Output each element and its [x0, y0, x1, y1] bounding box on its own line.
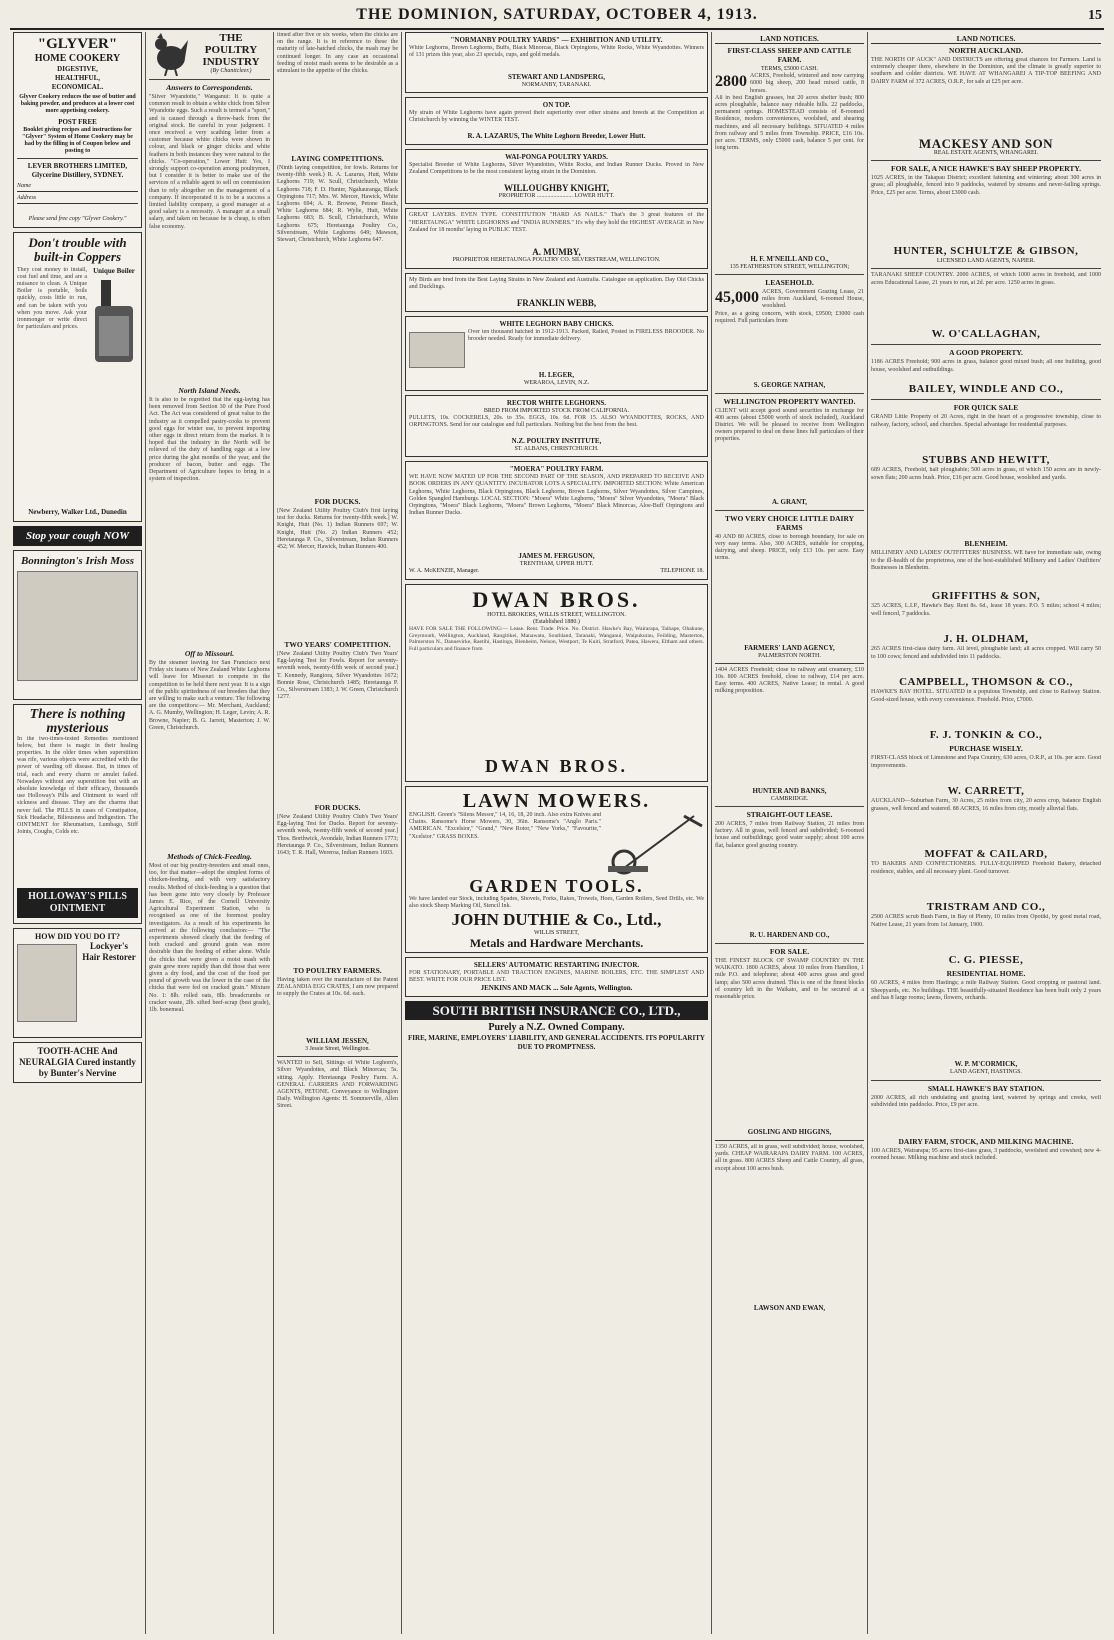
hunter-schultze: HUNTER, SCHULTZE & GIBSON, [893, 245, 1079, 258]
hawkes-hotel-copy: HAWKE'S BAY HOTEL. SITUATED in a populous Township, and close to Railway Station. Good-sized house, with every convenience. Freehold. Price, £7000. [871, 689, 1101, 703]
sellers-title: SELLERS' AUTOMATIC RESTARTING INJECTOR. [473, 961, 640, 970]
rector-title: RECTOR WHITE LEGHORNS. [506, 398, 607, 407]
moera-copy: WE HAVE NOW MATED UP FOR THE SECOND PART OF THE SEASON, AND PREPARED TO RECEIVE AND BOOK ORDERS IN ANY QUANTITY. INCUBATOR LOTS A SPECIALITY. IMPORTED SECTION: White American Leghorns, White Leghorns, Black Orpingtons, Black Leghorns, Brown Leghorns, Silver Wyandottes, Silver Campines, Golden Spangled Hamburgs. LOCAL SECTION: "Moera" White Leghorns, "Moera" Silver Wyandottes, "Moera" Black Orpingtons, "Moera" Black Leghorns, "Moera" Brown Leghorns, "Moera" Black Minorcas, Aloe-Buff Orpingtons and Indian Runner Ducks. [409, 474, 704, 517]
mckenzie-manager: W. A. McKENZIE, Manager. [409, 568, 480, 575]
residential-heading: RESIDENTIAL HOME. [946, 969, 1026, 979]
mcormick: W. P. M'CORMICK, [954, 1060, 1018, 1069]
mother-child-illustration [17, 571, 138, 681]
answers-heading: Answers to Correspondents. [166, 83, 253, 92]
stubbs-hewitt: STUBBS AND HEWITT, [922, 454, 1050, 467]
baby-chicks-title: WHITE LEGHORN BABY CHICKS. [499, 319, 614, 328]
leasehold-heading: LEASEHOLD. [765, 278, 814, 288]
lever-brothers: LEVER BROTHERS LIMITED, Glycerine Distillery, SYDNEY. [27, 162, 128, 180]
ocallaghan: W. O'CALLAGHAN, [931, 328, 1041, 341]
jenkins-mack: JENKINS AND MACK ... Sole Agents, Wellington. [480, 984, 633, 993]
column-3 [274, 32, 402, 1634]
moera-title: "MOERA" POULTRY FARM. [509, 465, 604, 474]
mumby-name: A. MUMBY, [532, 247, 581, 258]
stewart-location: NORMANBY, TARANAKI. [521, 82, 592, 88]
rector-sub: BRED FROM IMPORTED STOCK FROM CALIFORNIA. [483, 407, 630, 414]
holloways-name: HOLLOWAY'S PILLS OINTMENT [17, 888, 138, 918]
sheep-farm-copy: All in best English grasses, but 20 acres shelter bush; 800 acres ploughable, balance easy rideable hills. 22 paddocks, permanent springs. HOMESTEAD consists of 8-roomed Residence, modern conveniences, woolshed, and shearing machines, and all necessary buildings. SITUATED 4 miles from railway and 5 miles from Township. PRICE, £16 10s. per acre. TERMS, only £5000 cash, balance 5 per cent. for long term. [715, 94, 864, 152]
franklin-webb-advert [405, 273, 708, 312]
mcneill-name: H. F. M'NEILL AND CO., [750, 254, 829, 263]
moera-advert [405, 461, 708, 579]
purchase-wisely-copy: FIRST-CLASS block of Limestone and Papa Country, 630 acres, O.R.P., at 10s. per acre. Good improvements. [871, 755, 1101, 769]
griffiths-son: GRIFFITHS & SON, [931, 590, 1041, 603]
william-jessen: WILLIAM JESSEN, [306, 1037, 369, 1045]
wgtn-wanted-copy: CLIENT will accept good sound securities in exchange for 400 acres (about £5000 worth of stock included), Auckland District. We will be pleased to receive from Wellington owners prepared to deal on these lines full particulars of their properties. [715, 407, 864, 443]
nathan-name: S. GEORGE NATHAN, [753, 380, 826, 389]
sheep-farm-terms: TERMS, £5000 CASH. [760, 66, 818, 72]
missouri-text: By the steamer leaving for San Francisco next Friday six teams of New Zealand White Leghorns will leave for Missouri to compete in the competition to be held there next year. It is a sign of the public spiritedness of our breeders that they are willing to make such a venture. The following are the competitors:— Mr. Merchant, Auckland; A. G. Mumby, Wellington; H. Leger, Levin; A. R. Browne, Napier; B. G. Jarrett, Masterton; J. W. Green, Christchurch. [149, 660, 270, 731]
sellers-injector-advert [405, 957, 708, 997]
willoughby-sub: PROPRIETOR ........................ LOWER HUTT. [498, 193, 615, 200]
mackesy-sub: REAL ESTATE AGENTS, WHANGAREI. [933, 150, 1039, 156]
harden-name: R. U. HARDEN AND CO., [749, 931, 830, 940]
unique-boiler-label: Unique Boiler [93, 266, 135, 275]
lockyers-advert [13, 928, 142, 1038]
dwan-bros-footer: DWAN BROS. [484, 756, 629, 777]
chicks-illustration [409, 332, 465, 368]
on-top-copy: My strain of White Leghorns have again proved their superiority over other strains and breeds at the Competition at Christchurch by winning the WINTER TEST. [409, 110, 704, 124]
column-1 [10, 32, 146, 1634]
lockyers-name: Lockyer's Hair Restorer [82, 940, 136, 962]
poultry-header [149, 32, 270, 76]
boiler-copy: They cost money to install, cost fuel and time, and are a nuisance to clean. A Unique Boiler is portable, boils quickly, costs little to run, and can be taken with you when you move. Ask your ironmonger or write direct for particulars and prices. [17, 266, 87, 331]
mumby-sub: PROPRIETOR HERETAUNGA POULTRY CO. SILVERSTREAM, WELLINGTON. [452, 257, 661, 264]
dwan-bros-established: (Established 1880.) [533, 618, 580, 625]
residential-copy: 60 ACRES, 4 miles from Hastings; a mile Railway Station. Good cropping or pastoral land. Sheepyards, etc. No buildings. THE beautifully-situated Residence has been built only 2 years and has 8 large rooms; lawns, flowers, orchards. [871, 980, 1101, 1001]
for-ducks-heading: FOR DUCKS. [314, 497, 361, 506]
ferguson-name: JAMES M. FERGUSON, [518, 552, 595, 561]
dwan-bros-title: DWAN BROS. [472, 586, 641, 612]
land-notices-heading-2: LAND NOTICES. [871, 34, 1101, 44]
hunter-banks: HUNTER AND BANKS, [752, 786, 827, 795]
two-years-heading: TWO YEARS' COMPETITION. [284, 640, 391, 649]
incubator-text: Having taken over the manufacture of the Patent ZEALANDIA EGG CRATES, I am now prepared to supply the Crates at 10s. 6d. each. [277, 977, 398, 998]
woman-portrait [17, 944, 77, 1022]
boiler-advert [13, 232, 142, 522]
column-6 [868, 32, 1104, 1634]
bakers-copy: TO BAKERS AND CONFECTIONERS. FULLY-EQUIPPED Freehold Bakery, detached residence, stables, and all necessary plant. Good turnover. [871, 861, 1101, 875]
chanticleer-byline: (By Chanticleer.) [210, 68, 252, 75]
gosling-higgins: GOSLING AND HIGGINS, [747, 1128, 832, 1137]
post-body: Booklet giving recipes and instructions for "Glyver" System of Home Cookery may be had by the filling in of Coupon below and posting to [22, 126, 133, 155]
blenheim-copy: MILLINERY AND LADIES' OUTFITTERS' BUSINESS. WE have for immediate sale, owing to the ill-health of the proprietress, one of the best-established Millinery and Ladies' Outfitters' Businesses in Blenheim. [871, 550, 1101, 571]
heretaunga-copy: GREAT LAYERS. EVEN TYPE. CONSTITUTION "HARD AS NAILS." That's the 3 great features of the "HERETAUNGA" WHITE LEGHORNS and "INDIA RUNNERS." It's why they hold the HIGHEST AVERAGE in New Zealand for 18 months' laying in PUBLIC TEST. [409, 212, 704, 233]
napier-copy: 325 ACRES, L.I.P., Hawke's Bay. Rent 8s. 6d., lease 18 years. P.O. 5 miles; school 4 miles; well fenced, 7 paddocks. [871, 603, 1101, 617]
taranaki-copy: TARANAKI SHEEP COUNTRY. 2000 ACRES, of which 1000 acres in freehold, and 1000 acres Educational Lease, 21 years to run, at 2d. per acre. 1250 acres in grass. [871, 272, 1101, 286]
mcneill-address: 135 FEATHERSTON STREET, WELLINGTON; [729, 263, 850, 270]
name-label: Name [17, 183, 31, 190]
classifieds: WANTED to Sell, Sittings of White Leghorn's, Silver Wyandottes, and Black Minorcas; 5s. sitting. Apply. Heretaunga Poultry Farm. A. GENERAL CARRIERS AND FORWARDING AGENTS, PETONE. Conveyance to Wellington Daily. Wellington Agents: H. Sommerville, Allen Street. [277, 1060, 398, 1110]
gisborne-copy: 2500 ACRES scrub Bush Farm, in Bay of Plenty, 10 miles from Opotiki, by good metal road, Native Lease, 21 years from 1st January, 1900. [871, 914, 1101, 928]
stewart-landsperg: STEWART AND LANDSPERG, [507, 73, 606, 81]
hawkes-bay-copy: 1025 ACRES, in the Takapau District; excellent fattening and wintering; about 300 acres in grass; all ploughable, fenced into 9 paddocks, watered by streams and never-failing springs. Price, £25 per acre. Terms, about £3000 cash. [871, 175, 1101, 196]
sheep-farm-2-copy: 1350 ACRES, all in grass, well subdivided; house, woolshed, yards. CHEAP WAIRARAPA DAIRY FARM. 100 ACRES, all in grass. 800 ACRES Sheep and Cattle Country, all grass, except about 100 acres bush. [715, 1144, 864, 1172]
off-to-missouri-heading: Off to Missouri. [184, 649, 235, 658]
sheep-farm-heading: FIRST-CLASS SHEEP AND CATTLE FARM. [727, 46, 852, 64]
glyver-line-1: DIGESTIVE, [57, 65, 98, 73]
toothache-advert [13, 1042, 142, 1083]
dwan-bros-advert [405, 584, 708, 782]
waiponga-advert [405, 149, 708, 204]
column-5: LAND NOTICES. FIRST-CLASS SHEEP AND CATTLE FARM. TERMS, £5000 CASH. 2800 ACRES, Freehold, wintered and now carrying 6000 big sheep, 200 head mixed cattle, 8 horses. All in best English grasses, but 20 acres shelter bush; 800 acres ploughable, balance easy rideable hills. 22 paddocks, permanent springs. HOMESTEAD consists of 8-roomed Residence, modern conveniences, woolshed, and shearing machines, and all necessary buildings. SITUATED 4 miles from railway and 5 miles from Township. PRICE, £16 10s. per acre. TERMS, only £5000 cash, balance 5 per cent. for long term. H. F. M'NEILL AND CO., 135 FEATHERSTON STREET, WELLINGTON; LEASEHOLD. 45,000 ACRES, Government Grazing Lease, 21 miles from Auckland, 6-roomed House, woolshed. Price, as a going concern, with stock, £9500; £3000 cash required. Full particulars from S. GEORGE NATHAN, WELLINGTON PROPERTY WANTED. CLIENT will accept good sound securities in exchange for 400 acres (about £5000 worth of stock included), Auckland District. We will be pleased to receive from Wellington owners prepared to deal on these lines full particulars of their properties. A. GRANT, TWO VERY CHOICE LITTLE DAIRY FARMS 40 AND 80 ACRES, close to borough boundary, for sale on very easy terms. Also, 300 ACRES, suitable for cropping, dairying, and sheep. PRICE, only £13 10s. per acre. Easy terms. FARMERS' LAND AGENCY, PALMERSTON NORTH. 1404 ACRES Freehold; close to railway and creamery, £10 10s. 800 ACRES freehold, close to railway, £14 per acre. Easy terms. 400 ACRES, Native Lease; in rental. A good milking proposition. HUNTER AND BANKS, CAMBRIDGE. STRAIGHT-OUT LEASE. 200 ACRES, 7 miles from Railway Station, 21 miles from factory. All in grass, well fenced and subdivided; 6-roomed house and outbuildings; good water supply; about 100 acres flat, balance good grazing country. R. U. HARDEN AND CO., FOR SALE. THE FINEST BLOCK OF SWAMP COUNTRY IN THE WAIKATO. 1800 ACRES, about 10 miles from Hamilton, 1 mile P.O. and telephone; about 400 acres grass and good lamp; also 500 acres drained. This is one of the finest blocks of country left in the Waikato, and to be secured at a reasonable price. GOSLING AND HIGGINS, 1350 ACRES, all in grass, well subdivided; house, woolshed, yards. CHEAP WAIRARAPA DAIRY FARM. 100 ACRES, all in grass. 800 ACRES Sheep and Cattle Country, all grass, except about 100 acres bush. LAWSON AND EWAN, [712, 32, 868, 1634]
mcormick-sub: LAND AGENT, HASTINGS. [950, 1069, 1022, 1076]
piesse: C. G. PIESSE, [948, 954, 1024, 967]
mackesy-son: MACKESY AND SON [918, 136, 1054, 151]
bailey-windle: BAILEY, WINDLE AND CO., [908, 383, 1064, 396]
address-field [17, 195, 138, 204]
post-free: POST FREE [58, 117, 97, 126]
franklin-webb: FRANKLIN WEBB, [516, 297, 597, 308]
chick-feeding-text: Most of our big poultry-breeders and small ones, too, for that matter—adopt the simplest forms of chicken-feeding, and with very satisfactory results. Method of chick-feeding is a question that has been gone into very closely by Professor James E. Rice, of the Cornell University Agricultural Experiment Station, who is recognised as one of the foremost poultry investigators. As a result of his experiments he arrived at the following conclusion:— "The experiments showed clearly that the feeding of both cracked and ground grain was more desirable than the feeding of either alone. While the chicks that were given a moist mash with grain grew more rapidly than did those that were given a dry food, and the cost of the food per pound of growth was the lower in the case of the chicks that were fed on cracked grain." Mixture No. 1: 8lb. rolled oats, 8lb. breadcrumbs or cracker waste, 2lb. sifted beef-scrap (best grade), 1lb. bonemeal. [149, 863, 270, 1014]
lawn-mower-copy: ENGLISH. Green's "Silens Messor," 14, 16, 18, 20 inch. Also extra Knives and Chains. Ransome's Horse Mowers, 30, 36in. Ransome's "Anglo Paris." AMERICAN. "Excelsior," "Grand," "New Rotor," "New Yorks," "Favourite," "Xcelsior." GRASS BOXES. [409, 812, 601, 840]
garden-tools-copy: We have landed our Stock, including Spades, Shovels, Forks, Rakes, Trowels, Hoes, Garden Rollers, Seed Drills, etc. We also stock Sheep Marking Oil, Stencil Ink. [409, 896, 704, 910]
irish-moss-advert [13, 550, 142, 700]
cough-advert [13, 526, 142, 546]
quick-sale-copy: GRAND Little Property of 20 Acres, right in the heart of a progressive township, close to railway, factory, school, and churches. Special advantage for residential purposes. [871, 414, 1101, 428]
holloways-advert [13, 704, 142, 924]
metals-merchants: Metals and Hardware Merchants. [469, 936, 644, 951]
auckland-suburban-copy: AUCKLAND—Suburban Farm, 30 Acres, 25 miles from city, 20 acres crop, balance English grasses, well fenced and watered. 88 ACRES, 16 miles from city, mostly alluvial flats. [871, 798, 1101, 812]
glyver-advert [13, 32, 142, 228]
address-label: Address [17, 195, 37, 202]
waiponga-copy: Specialist Breeder of White Leghorns, Silver Wyandottes, White Rocks, and Indian Runner Ducks. Proved in New Zealand Competitions to be the most consistent laying strain in the Dominion. [409, 162, 704, 176]
south-british-advert [405, 1001, 708, 1052]
col3-continuation: timed after five or six weeks, when the chicks are on the range. It is in reference to these the maturity of late-hatched chicks, the mash may be continued longer. In any case an occasional feeding of moist mash seems to be desirable as a stimulant to the appetite of the chicks. [277, 32, 398, 75]
page-number: 15 [1088, 8, 1102, 23]
farmers-land-agency: FARMERS' LAND AGENCY, [744, 643, 835, 652]
wgtn-wanted-heading: WELLINGTON PROPERTY WANTED. [723, 396, 856, 406]
dairy-farm-copy: 100 ACRES, Wairarapa; 95 acres first-class grass, 3 paddocks, woolshed and cowshed; new 4-roomed house. Milking machine and stock included. [871, 1147, 1101, 1161]
bonnington-title: Bonnington's Irish Moss [20, 554, 135, 567]
palmerston-north: PALMERSTON NORTH. [758, 652, 821, 659]
moffat-cailard: MOFFAT & CAILARD, [924, 848, 1048, 861]
garden-tools-title: GARDEN TOOLS. [469, 876, 644, 897]
rooster-illustration [149, 32, 189, 76]
duck-results-2: [New Zealand Utility Poultry Club's Two Years' Egg-laying Test for Ducks. Report for seventy-seventh week, twenty-fifth week of second year.] Thos. Borthwick, Avondale, Indian Runners 1773; Heretaunga P. Co., Silverstream, Indian Runners 1643; T. R. Hall, Wereroa, Indian Runners 1603. [277, 814, 398, 857]
dairy-farms-copy: 40 AND 80 ACRES, close to borough boundary, for sale on very easy terms. Also, 300 ACRES, suitable for cropping, dairying, and sheep. PRICE, only £13 10s. per acre. Easy terms. [715, 533, 864, 562]
newberry-walker: Newberry, Walker Ltd., Dunedin [28, 507, 127, 516]
chick-feeding-heading: Methods of Chick-Feeding. [167, 852, 252, 861]
for-ducks-heading-2: FOR DUCKS. [314, 803, 361, 812]
glyver-body: Glyver Cookery reduces the use of butter and baking powder, and produces at a lower cost more appetising cookery. [19, 94, 136, 115]
ferguson-location: TRENTHAM, UPPER HUTT. [519, 561, 594, 568]
purchase-wisely-heading: PURCHASE WISELY. [949, 744, 1023, 754]
on-top-advert [405, 97, 708, 145]
for-sale-copy: THE FINEST BLOCK OF SWAMP COUNTRY IN THE WAIKATO. 1800 ACRES, about 10 miles from Hamilton, 1 mile P.O. and telephone; about 400 acres grass and good lamp; also 500 acres drained. This is one of the finest blocks of country left in the Waikato, and to be secured at a reasonable price. [715, 958, 864, 1001]
baby-chicks-copy: Over ten thousand hatched in 1912-1913. Packed, Railed, Posted in FIRELESS BROODER. No brooder needed. Ready for immediate delivery. [468, 328, 704, 342]
dairy-farms-heading: TWO VERY CHOICE LITTLE DAIRY FARMS [724, 513, 855, 532]
land-notices-heading: LAND NOTICES. [715, 34, 864, 44]
south-british-title: SOUTH BRITISH INSURANCE CO., LTD., [405, 1001, 708, 1020]
acres-45000: 45,000 [715, 289, 759, 307]
north-island-text: It is also to be regretted that the egg-laying has been removed from Section 30 of the Pure Food Act. The Act was considered of great value to the industry as it compelled pastry-cooks to prevent good eggs for winter use, to prevent importing other eggs in direct return from the market. It is hoped that the industry in the North will be relieved of the duty of handling eggs at a low price during the glut months of the year, and the producer of bacon, butter and eggs. The Department of Agriculture hopes to bring in a system of inspection. [149, 397, 270, 483]
dannevirke-copy: 689 ACRES, Freehold, half ploughable; 500 acres in grass, of which 150 acres are in newly-sown flats; 200 acres bush. Price, £16 per acre. Good house, woolshed and yards. [871, 467, 1101, 481]
lawn-mower-illustration [604, 812, 704, 876]
tonkin: F. J. TONKIN & CO., [929, 729, 1043, 742]
masthead [10, 6, 1104, 30]
campbell-thomson: CAMPBELL, THOMSON & CO., [899, 676, 1073, 689]
blenheim-heading: BLENHEIM. [964, 539, 1008, 549]
jessen-address: 3 Jessie Street, Wellington. [305, 1046, 370, 1052]
baby-chicks-advert [405, 316, 708, 391]
quick-sale-heading: FOR QUICK SALE [953, 403, 1019, 413]
boiler-illustration [91, 276, 137, 366]
glyver-line-2: HEALTHFUL, [54, 74, 101, 82]
lawson-ewan: LAWSON AND EWAN, [753, 1304, 826, 1313]
willis-street: WILLIS STREET, [534, 930, 579, 937]
glyver-title: "GLYVER" [37, 36, 118, 52]
moera-telephone: TELEPHONE 18. [660, 568, 704, 575]
straight-lease-copy: 200 ACRES, 7 miles from Railway Station, 21 miles from factory. All in grass, well fenced and subdivided; 6-roomed house and outbuildings; good water supply; about 100 acres flat, balance good grazing country. [715, 821, 864, 849]
for-sale-heading: FOR SALE. [769, 947, 810, 957]
answers-text: "Silver Wyandotte," Wanganui: It is quite a common result to obtain a white chick from Silver Wyandotte eggs. Such a result is termed a "sport," and is caused through a throw-back from the original stock. Be careful in your judgment. I once received a very scathing letter from a customer because white chicks were shown in colour, and black or ginger chicks and white feathers in both instances they were natural to the chicks. "Co-operation," Lower Hutt: Yes, I strongly support co-operation among poultrymen, but I consider it is better to make use of the services of a reliable agent to sell on commission than to rely altogether on the management of a company. If incorporated it is to be a success a limited liability company, a good manager at a good salary is a necessity. A manager at a small salary, and taken on because he is cheap, is often false economy. [149, 94, 270, 230]
john-duthie: JOHN DUTHIE & Co., Ltd., [451, 910, 662, 930]
holloways-copy: In the two-times-tested Remedies mentioned below, but there is magic in their healing properties. In the older times when superstition was rife, various objects were accredited with the power of warding off disease. But, in times of trial, each and every charm or amulet failed. Nowadays without any superstition but with an absolute knowledge of their efficacy, thousands use Holloway's Pills and Ointment to ward off sickness and disease. They are the charms that never fail. The PILLS in cases of Constipation, Sick Headache, Biliousness and Indigestion. The OINTMENT for Rheumatism, Lumbago, Stiff Joints, Coughs, Colds etc. [17, 735, 138, 836]
lawn-mowers-title: LAWN MOWERS. [462, 790, 651, 813]
glyver-subtitle: HOME COOKERY [34, 53, 121, 64]
cambridge-label: CAMBRIDGE. [770, 795, 809, 802]
willoughby-knight: WILLOUGHBY KNIGHT, [503, 183, 610, 194]
nz-poultry-location: ST. ALBANS, CHRISTCHURCH. [514, 446, 599, 453]
dwan-hotel-listing: HAVE FOR SALE THE FOLLOWING:— Lease. Rent. Trade. Price. No. District. Hawke's Bay, Wairarapa, Taihape, Ohakune, Greymouth, Wellington, Auckland, Rangitikei, Manawatu, Southland, Taranaki, Wanganui, Waipukurau, Feilding, Masterton, Palmerston N., Dannevirke, Raetihi, Hastings, Blenheim, Nelson, Westport, Te Kuiti, Stratford, Patea, Hawera, Eltham and others. Full particulars and finance from [409, 626, 704, 652]
sellers-copy: FOR STATIONARY, PORTABLE AND TRACTION ENGINES, MARINE BOILERS, ETC. THE SIMPLEST AND BEST. WRITE FOR OUR PRICE LIST. [409, 970, 704, 984]
laying-competitions-heading: LAYING COMPETITIONS. [291, 154, 384, 163]
oldham: J. H. OLDHAM, [943, 633, 1029, 646]
columns [10, 32, 1104, 1634]
north-island-heading: North Island Needs. [178, 386, 241, 395]
straight-lease-heading: STRAIGHT-OUT LEASE. [746, 810, 833, 820]
masthead-title: THE DOMINION, SATURDAY, OCTOBER 4, 1913. [356, 6, 758, 23]
nothing-mysterious: There is nothing mysterious [29, 706, 126, 736]
two-years-results: [New Zealand Utility Poultry Club's Two Years' Egg-laying Test for Fowls. Report for seventy-seventh week, twenty-fifth week of second year.] T. Kennedy, Rangiora, Silver Wyandottes 1672; Bonnie Rose, Christchurch 1485; Heretaunga P. Co., Silverstream 1383; J. W. Green, Christchurch 1277. [277, 651, 398, 701]
north-auckland-copy: THE NORTH OF AUCK" AND DISTRICTS are offering great chances for Farmers. Land is extremely cheaper there, elsewhere in the Dominion, and the climate is greatly superior to southern and colder districts. WE HAVE AT WHANGAREI A TIP-TOP BEEFING AND DAIRY FARM of 372 ACRES, O.R.P., for sale at £25 per acre. [871, 57, 1101, 85]
laying-results: (Ninth laying competition, for fowls. Returns for twenty-fifth week.) R. A. Lazarus, Hutt, White Leghorns 719; W. Scull, Christchurch, White Leghorns 718; F. D. Hunter, Ngahauranga, Black Orpingtons 717; Mrs. W. Mercer, Hawick, White Leghorns 694; A. R. Browne, Petone Beach, White Leghorns 684; R. Wylie, Hutt, White Leghorns 683; B. Scull, Christchurch, White Leghorns 675; Heretaunga Poultry Co., Silverstream, White Leghorns 649; Mawson, Stewart, Christchurch, White Leghorns 647. [277, 165, 398, 244]
duck-results: [New Zealand Utility Poultry Club's first laying test for ducks. Returns for twenty-fifth week.] W. Knight, Hutt (No. 1) Indian Runners 697; W. Knight, Hutt (No. 2) Indian Runners 452; Heretaunga P. Co., Silverstream, Indian Runners 452; W. Mercer, Hawick, Indian Runners 400. [277, 508, 398, 551]
hawkes-bay-heading: FOR SALE, A NICE HAWKE'S BAY SHEEP PROPERTY. [891, 164, 1081, 174]
nz-owned: Purely a N.Z. Owned Company. [488, 1022, 625, 1034]
normanby-title: "NORMANBY POULTRY YARDS" — EXHIBITION AND UTILITY. [450, 36, 663, 44]
rector-copy: PULLETS, 10s. COCKERELS, 20s. to 35s. EGGS, 10s. 6d. FOR 15. ALSO WYANDOTTES, ROCKS, AND ORPINGTONS. Send for our catalogue and full particulars. Nothing but the best from the best. [409, 415, 704, 429]
lazarus-name: R. A. LAZARUS, The White Leghorn Breeder, Lower Hutt. [467, 132, 646, 141]
dairy-farm-heading: DAIRY FARM, STOCK, AND MILKING MACHINE. [898, 1136, 1074, 1146]
poultry-industry-title: THE POULTRY INDUSTRY [202, 32, 260, 69]
acres-2800: 2800 [715, 73, 747, 91]
franklin-copy: My Birds are bred from the Best Laying Strains in New Zealand and Australia. Catalogue on application. Day Old Chicks and Ducklings. [409, 276, 704, 290]
heretaunga-advert [405, 208, 708, 268]
duthie-advert [405, 786, 708, 953]
how-did-you: HOW DID YOU DO IT? [35, 931, 120, 941]
stop-cough: Stop your cough NOW [26, 529, 129, 542]
leger-name: H. LEGER, [538, 370, 575, 379]
small-hawkes-copy: 2000 ACRES, all rich undulating and grazing land, watered by springs and creeks, well subdivided into paddocks. Price, £9 per acre. [871, 1094, 1101, 1108]
normanby-copy: White Leghorns, Brown Leghorns, Buffs, Black Minorcas, Black Orpingtons, White Rocks, White Wyandottes. Winners of 131 prizes this year, also 23 specials, cups, and gold medals. [409, 45, 704, 59]
good-property-heading: A GOOD PROPERTY. [949, 348, 1023, 358]
fire-marine: FIRE, MARINE, EMPLOYERS' LIABILITY, AND GENERAL ACCIDENTS. ITS POPULARITY DUE TO PROMPTNESS. [408, 1034, 705, 1052]
glyver-line-3: ECONOMICAL. [51, 83, 104, 91]
small-hawkes-heading: SMALL HAWKE'S BAY STATION. [927, 1083, 1045, 1093]
leger-location: WERAROA, LEVIN, N.Z. [523, 379, 590, 386]
hunter-schultze-sub: LICENSED LAND AGENTS, NAPIER. [936, 258, 1036, 265]
coppers-heading: Don't trouble with built-in Coppers [28, 234, 127, 264]
carrett: W. CARRETT, [947, 785, 1025, 798]
dwan-bros-sub: HOTEL BROKERS, WILLIS STREET, WELLINGTON. [487, 611, 626, 618]
grant-name: A. GRANT, [771, 497, 808, 506]
toothache-title: TOOTH-ACHE And NEURALGIA Cured instantly by Bunter's Nervine [19, 1045, 136, 1078]
poultry-farmers-heading: TO POULTRY FARMERS. [293, 966, 382, 975]
good-property-copy: 1186 ACRES Freehold; 900 acres in grass, balance good mixed bush; all one building, good house, woolshed and outbuildings. [871, 359, 1101, 373]
tristram: TRISTRAM AND CO., [926, 901, 1046, 914]
form-note: Please send free copy "Glyver Cookery." [28, 216, 127, 223]
column-4 [402, 32, 712, 1634]
column-2 [146, 32, 274, 1634]
name-field [17, 183, 138, 192]
dairy-freehold-copy: 265 ACRES first-class dairy farm. All level, ploughable land; all acres cropped. Will carry 50 to 100 cows; fenced and subdivided into 11 paddocks. [871, 646, 1101, 660]
leasehold-copy: Price, as a going concern, with stock, £9500; £3000 cash required. Full particulars from [715, 310, 864, 324]
north-auckland-heading: NORTH AUCKLAND. [949, 46, 1023, 55]
nz-poultry-institute: N.Z. POULTRY INSTITUTE, [511, 437, 602, 446]
normanby-advert [405, 32, 708, 93]
rector-advert [405, 395, 708, 457]
waiponga-title: WAI-PONGA POULTRY YARDS. [505, 153, 608, 162]
cambridge-copy: 1404 ACRES Freehold; close to railway and creamery, £10 10s. 800 ACRES freehold, close to railway, £14 per acre. Easy terms. 400 ACRES, Native Lease; in rental. A good milking proposition. [715, 666, 864, 695]
on-top-title: ON TOP. [542, 101, 571, 110]
